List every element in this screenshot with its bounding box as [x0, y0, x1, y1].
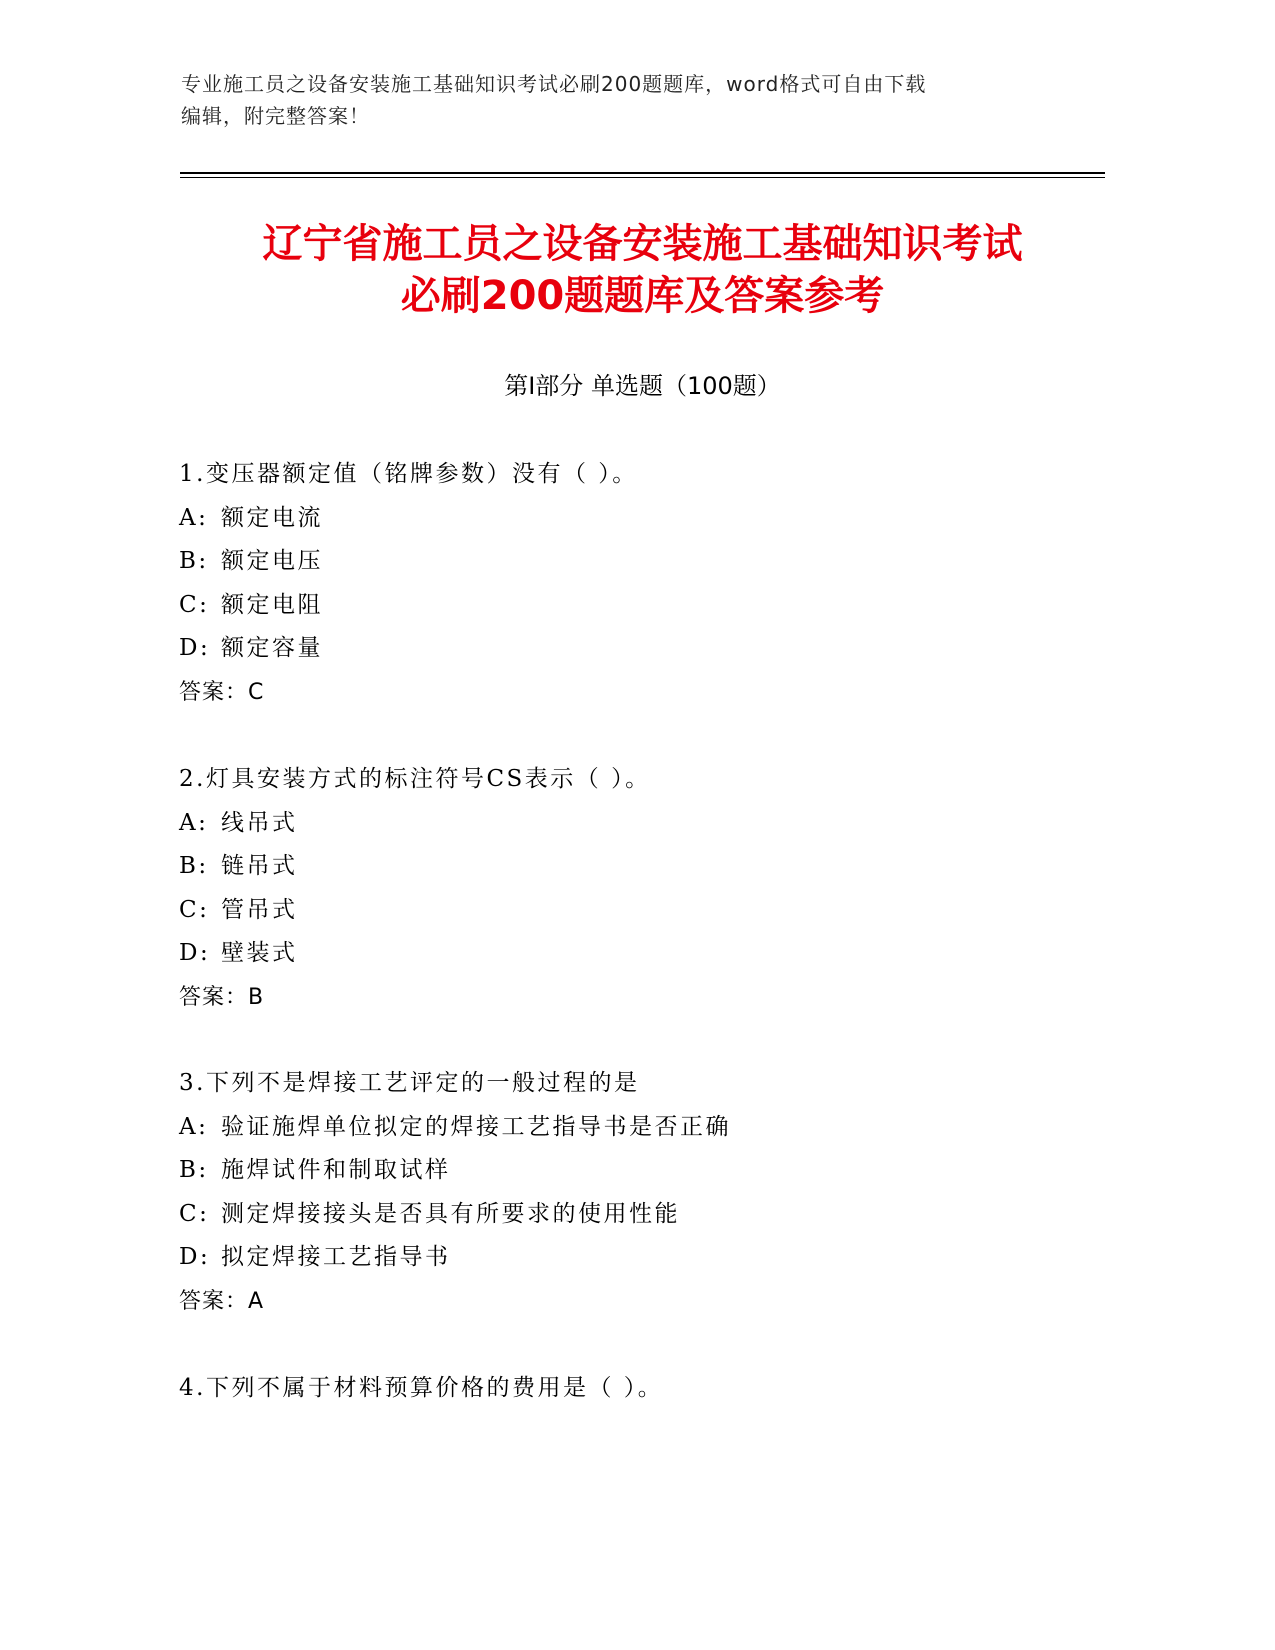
answer-line: 答案：C — [179, 679, 265, 705]
option-d — [179, 1236, 1099, 1280]
option-key: D: — [179, 635, 211, 662]
option-text: 测定焊接接头是否具有所要求的使用性能 — [221, 1200, 680, 1227]
document-title-line-1: 辽宁省施工员之设备安装施工基础知识考试 — [262, 221, 1023, 267]
option-a — [179, 802, 1099, 846]
header-note-line-1: 专业施工员之设备安装施工基础知识考试必刷200题题库，word格式可自由下载 — [181, 72, 927, 96]
header-divider-thin — [180, 177, 1105, 178]
option-key: A: — [179, 504, 209, 531]
option-key: D: — [179, 1244, 211, 1271]
option-b — [179, 540, 1099, 584]
option-text: 额定电压 — [221, 548, 323, 575]
option-text: 拟定焊接工艺指导书 — [221, 1244, 451, 1271]
question-stem: 2.灯具安装方式的标注符号CS表示（ ）。 — [179, 766, 651, 792]
option-key: D: — [179, 940, 211, 967]
option-key: C: — [179, 1200, 210, 1227]
question-2 — [179, 758, 1099, 1020]
option-key: B: — [179, 548, 209, 575]
option-key: A: — [179, 1113, 209, 1140]
option-key: C: — [179, 896, 210, 923]
header-note — [181, 68, 1081, 132]
option-text: 管吊式 — [221, 896, 298, 923]
question-stem: 1.变压器额定值（铭牌参数）没有（ ）。 — [179, 461, 638, 487]
header-note-line-2: 编辑，附完整答案！ — [181, 104, 370, 128]
option-key: A: — [179, 809, 209, 836]
section-title: 第Ⅰ部分 单选题（100题） — [504, 372, 781, 400]
document-title — [180, 218, 1105, 322]
option-a — [179, 497, 1099, 541]
question-1 — [179, 453, 1099, 715]
option-key: B: — [179, 1157, 209, 1184]
option-text: 链吊式 — [221, 853, 298, 880]
option-d — [179, 627, 1099, 671]
option-key: C: — [179, 591, 210, 618]
option-text: 线吊式 — [221, 809, 298, 836]
option-text: 额定容量 — [221, 635, 323, 662]
option-key: B: — [179, 853, 209, 880]
question-stem: 4.下列不属于材料预算价格的费用是（ ）。 — [179, 1375, 664, 1401]
document-title-line-2: 必刷200题题库及答案参考 — [400, 273, 885, 319]
option-d — [179, 932, 1099, 976]
question-stem: 3.下列不是焊接工艺评定的一般过程的是 — [179, 1070, 640, 1096]
option-b — [179, 845, 1099, 889]
answer-line: 答案：B — [179, 984, 265, 1010]
option-c — [179, 889, 1099, 933]
question-3 — [179, 1062, 1099, 1324]
option-text: 额定电阻 — [221, 591, 323, 618]
option-a — [179, 1106, 1099, 1150]
answer-line: 答案：A — [179, 1288, 265, 1314]
option-text: 壁装式 — [221, 940, 298, 967]
option-c — [179, 1193, 1099, 1237]
option-text: 额定电流 — [221, 504, 323, 531]
question-4 — [179, 1367, 1099, 1411]
option-b — [179, 1149, 1099, 1193]
header-divider-thick — [180, 172, 1105, 174]
option-c — [179, 584, 1099, 628]
option-text: 施焊试件和制取试样 — [221, 1157, 451, 1184]
option-text: 验证施焊单位拟定的焊接工艺指导书是否正确 — [221, 1113, 731, 1140]
